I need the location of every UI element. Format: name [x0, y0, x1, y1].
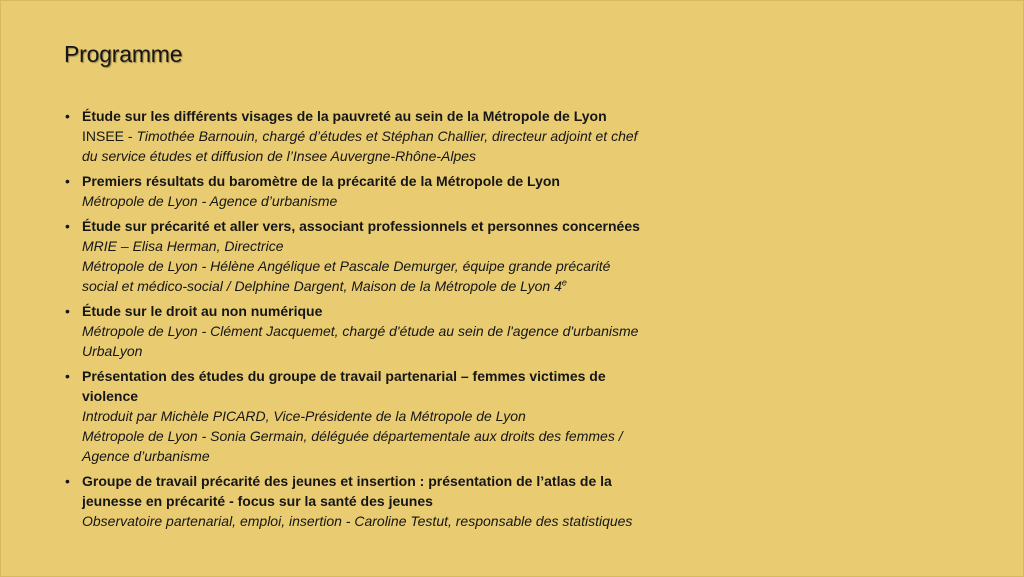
item-title: Étude sur précarité et aller vers, associant professionnels et personnes concernées — [82, 218, 640, 234]
bullet: • — [65, 368, 70, 384]
item-line: Métropole de Lyon - Sonia Germain, déléguée départementale aux droits des femmes / — [82, 428, 623, 444]
item-title-line-1: Groupe de travail précarité des jeunes et insertion : présentation de l’atlas de la — [82, 473, 612, 489]
item-line: Métropole de Lyon - Hélène Angélique et Pascale Demurger, équipe grande précarité — [82, 258, 611, 274]
item-line: UrbaLyon — [82, 343, 143, 359]
item-title-line-1: Présentation des études du groupe de travail partenarial – femmes victimes de — [82, 368, 606, 384]
item-title: Premiers résultats du baromètre de la précarité de la Métropole de Lyon — [82, 173, 560, 189]
programme-list — [64, 106, 724, 536]
item-line: Métropole de Lyon - Agence d’urbanisme — [82, 193, 338, 209]
item-line: Agence d’urbanisme — [82, 448, 210, 464]
list-item-6 — [64, 471, 724, 531]
item-line: MRIE – Elisa Herman, Directrice — [82, 238, 284, 254]
bullet: • — [65, 108, 70, 124]
list-item-1 — [64, 106, 724, 166]
item-line — [82, 276, 724, 296]
list-item-5 — [64, 366, 724, 466]
item-title-line-2: jeunesse en précarité - focus sur la santé des jeunes — [82, 493, 433, 509]
item-line: du service études et diffusion de l’Insee Auvergne-Rhône-Alpes — [82, 148, 477, 164]
list-item-4 — [64, 301, 724, 361]
list-item-2 — [64, 171, 724, 211]
item-line: Introduit par Michèle PICARD, Vice-Présidente de la Métropole de Lyon — [82, 408, 526, 424]
bullet: • — [65, 173, 70, 189]
item-title-line-2: violence — [82, 388, 139, 404]
item-line: Métropole de Lyon - Clément Jacquemet, chargé d'étude au sein de l'agence d'urbanisme — [82, 323, 639, 339]
speaker-details: Timothée Barnouin, chargé d’études et Stéphan Challier, directeur adjoint et chef — [136, 128, 638, 144]
bullet: • — [65, 303, 70, 319]
item-line: Observatoire partenarial, emploi, insertion - Caroline Testut, responsable des statistiques — [82, 513, 633, 529]
item-title: Étude sur le droit au non numérique — [82, 303, 323, 319]
bullet: • — [65, 473, 70, 489]
list-item-3 — [64, 216, 724, 296]
item-title: Étude sur les différents visages de la pauvreté au sein de la Métropole de Lyon — [82, 108, 607, 124]
bullet: • — [65, 218, 70, 234]
organization-label: INSEE - — [82, 128, 137, 144]
slide-title: Programme — [64, 41, 183, 67]
ordinal-superscript: e — [561, 277, 567, 288]
item-line-text: social et médico-social / Delphine Dargent, Maison de la Métropole de Lyon 4 — [82, 278, 562, 294]
item-line — [82, 126, 724, 146]
